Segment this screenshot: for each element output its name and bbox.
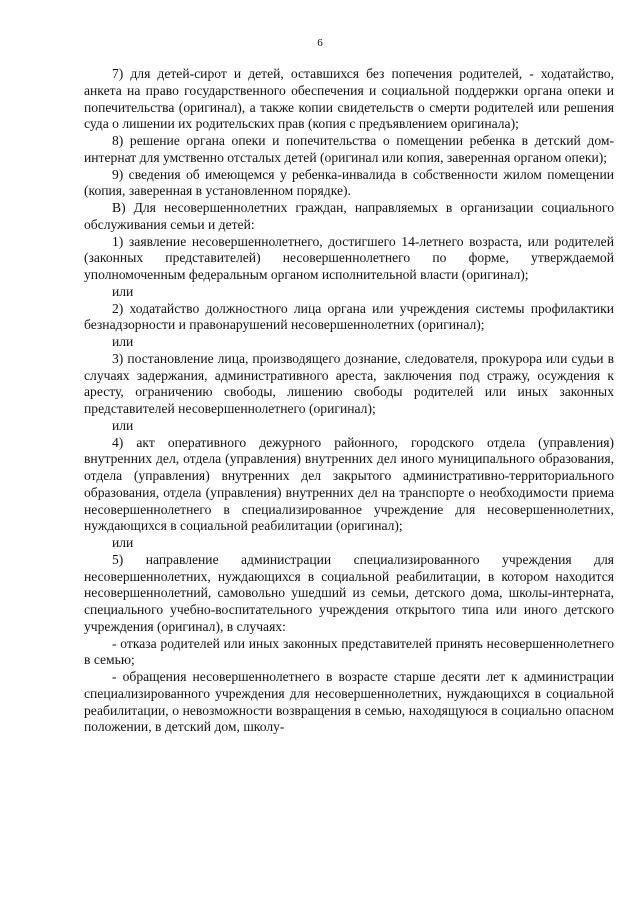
paragraph: 4) акт оперативного дежурного районного, городского отдела (управления) внутренних дел, отдела (управления) внутренних дел иного муниципального образования, отдела (управления) внутренних дел закрытого административно-территориального образования, отдела (управления) внутренних дел на транспорте о необходимости приема несовершеннолетнего в специализированное учреждение для несовершеннолетних, нуждающихся в социальной реабилитации (оригинал); — [84, 434, 614, 534]
or-separator: или — [112, 535, 134, 550]
paragraph: 2) ходатайство должностного лица органа или учреждения системы профилактики безнадзорности и правонарушений несовершеннолетних (оригинал); — [84, 300, 614, 333]
list-item: - отказа родителей или иных законных представителей принять несовершеннолетнего в семью; — [84, 635, 614, 668]
or-separator: или — [112, 283, 134, 299]
list-item: - обращения несовершеннолетнего в возрасте старше десяти лет к администрации специализированного учреждения для несовершеннолетних, нуждающихся в социальной реабилитации, о невозможности возвращения в семью, находящуюся в социально опасном положении, в детский дом, школу- — [84, 669, 614, 735]
paragraph: 9) сведения об имеющемся у ребенка-инвалида в собственности жилом помещении (копия, заверенная в установленном порядке). — [84, 166, 614, 199]
paragraph: 3) постановление лица, производящего дознание, следователя, прокурора или судьи в случаях задержания, административного ареста, заключения под стражу, осуждения к аресту, ограничению свободы, лишению свободы родителей или иных законных представителей несовершеннолетнего (оригинал); — [84, 350, 614, 416]
or-separator: или — [112, 334, 134, 349]
or-separator: или — [112, 417, 134, 433]
paragraph: 7) для детей-сирот и детей, оставшихся без попечения родителей, - ходатайство, анкета на право государственного обеспечения и социальной поддержки органа опеки и попечительства (оригинал), а также копии свидетельств о смерти родителей или решения суда о лишении их родительских прав (копия с предъявлением оригинала); — [84, 66, 614, 132]
paragraph: 1) заявление несовершеннолетнего, достигшего 14-летнего возраста, или родителей (законных представителей) несовершеннолетнего по форме, утверждаемой уполномоченным федеральным органом исполнительной власти (оригинал); — [84, 233, 614, 282]
paragraph: 5) направление администрации специализированного учреждения для несовершеннолетних, нуждающихся в социальной реабилитации, в котором находится несовершеннолетний, самовольно ушедший из семьи, детского дома, школы-интерната, специального учебно-воспитательного учреждения открытого типа или иного детского учреждения (оригинал), в случаях: — [84, 551, 614, 634]
paragraph: 8) решение органа опеки и попечительства о помещении ребенка в детский дом-интернат для умственно отсталых детей (оригинал или копия, заверенная органом опеки); — [84, 133, 614, 165]
paragraph: В) Для несовершеннолетних граждан, направляемых в организации социального обслуживания семьи и детей: — [84, 200, 614, 232]
document-body — [84, 66, 614, 736]
page-number: 6 — [317, 37, 323, 49]
